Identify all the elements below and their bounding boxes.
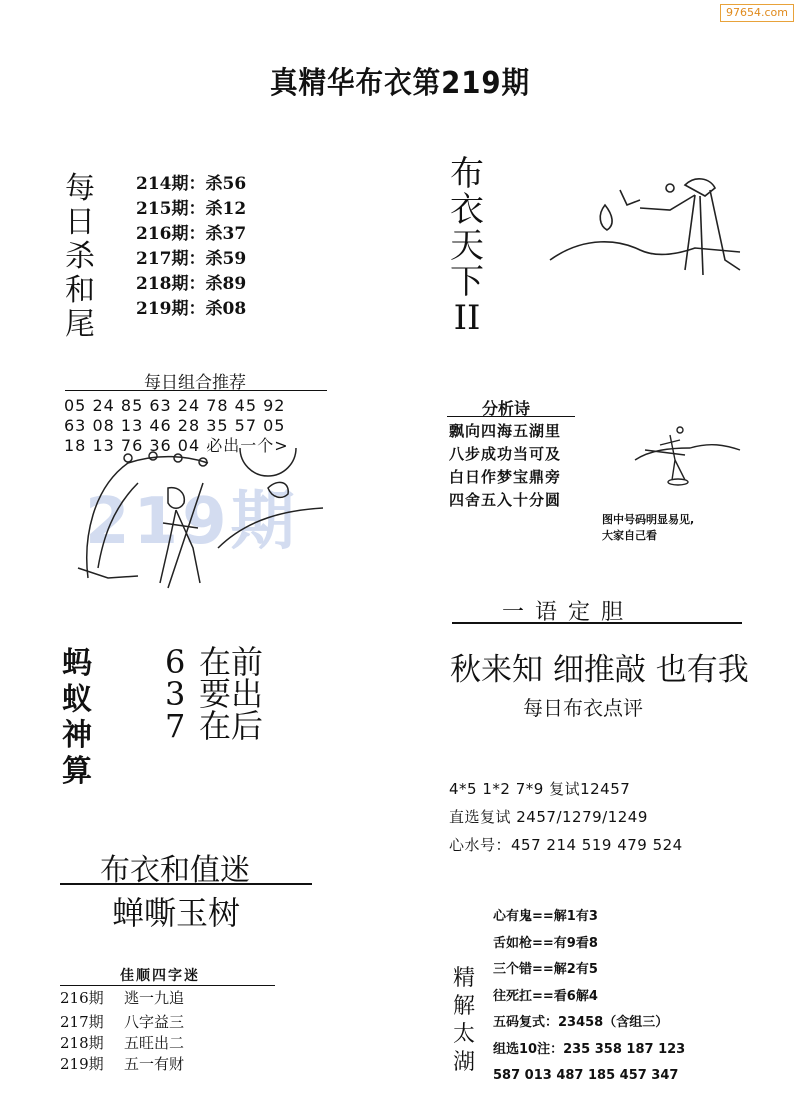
riddle-period: 219期 xyxy=(60,1055,104,1073)
label-char: 蚂 xyxy=(62,646,92,681)
riddle-row xyxy=(60,1033,184,1054)
riddle-text: 八字益三 xyxy=(124,1013,185,1031)
poem-line: 白日作梦宝鼎旁 xyxy=(449,468,562,486)
buyi-mi-divider xyxy=(60,883,312,885)
taihu-hints xyxy=(493,904,685,1090)
riddle-row xyxy=(60,1012,184,1033)
combo-title: 每日组合推荐 xyxy=(144,373,246,393)
label-char: II xyxy=(453,298,481,338)
poem-lines xyxy=(449,420,561,512)
hint-line: 587 013 487 185 457 347 xyxy=(493,1068,679,1083)
riddle-row xyxy=(60,1054,184,1075)
riddle-period: 216期 xyxy=(60,989,104,1007)
yiyu-title: 一 语 定 胆 xyxy=(502,600,625,625)
riddle-row xyxy=(60,988,184,1009)
riddle-period: 217期 xyxy=(60,1013,104,1031)
site-watermark: 97654.com xyxy=(720,4,794,22)
poem-line: 飘向四海五湖里 xyxy=(449,422,562,440)
hint-line: 舌如枪==有9看8 xyxy=(493,935,598,951)
label-char: 和 xyxy=(65,273,95,308)
taihu-label xyxy=(446,965,482,1077)
buyi-mi-text: 蝉嘶玉树 xyxy=(112,894,241,932)
kill-row: 214期：杀56 xyxy=(136,174,247,194)
poem-line: 八步成功当可及 xyxy=(449,445,562,463)
kill-row: 215期：杀12 xyxy=(136,199,247,219)
yiyu-text: 秋来知 细推敲 也有我 xyxy=(450,652,749,688)
combo-numbers xyxy=(64,396,289,456)
kill-row: 216期：杀37 xyxy=(136,224,247,244)
label-char: 衣 xyxy=(450,190,484,230)
ant-number: 7 xyxy=(165,707,186,745)
buyi-tianxia-label xyxy=(449,156,485,336)
daily-kill-label xyxy=(62,172,98,342)
note-line: 图中号码明显易见, xyxy=(602,513,695,526)
label-char: 天 xyxy=(450,226,484,266)
riddle-list xyxy=(60,988,184,1075)
label-char: 蚁 xyxy=(62,682,92,717)
label-char: 太 xyxy=(452,1022,475,1047)
hint-line: 三个错==解2有5 xyxy=(493,962,598,977)
label-char: 精 xyxy=(452,966,475,991)
label-char: 尾 xyxy=(65,307,95,342)
ant-row xyxy=(165,708,263,744)
combo-row: 18 13 76 36 04 必出一个> xyxy=(64,436,289,455)
poem-line: 四舍五入十分圆 xyxy=(449,491,562,509)
buyi-mi-title: 布衣和值迷 xyxy=(100,853,250,888)
riddle-divider xyxy=(60,985,275,986)
label-char: 下 xyxy=(450,262,484,302)
formula-line: 心水号：457 214 519 479 524 xyxy=(449,836,683,854)
label-char: 日 xyxy=(65,205,95,240)
ant-text: 在前 xyxy=(199,643,264,681)
ant-number: 6 xyxy=(165,643,186,681)
hint-line: 组选10注：235 358 187 123 xyxy=(493,1041,686,1057)
poem-title: 分析诗 xyxy=(482,399,531,418)
riddle-text: 五一有财 xyxy=(124,1055,185,1073)
formula-line: 直选复试 2457/1279/1249 xyxy=(449,808,648,826)
note-line: 大家自己看 xyxy=(602,529,657,542)
label-char: 解 xyxy=(452,994,475,1019)
picture-note xyxy=(602,512,694,544)
yiyu-divider xyxy=(452,622,742,624)
hiker-sketch xyxy=(630,420,745,505)
label-char: 算 xyxy=(62,754,92,789)
kill-row: 219期：杀08 xyxy=(136,299,247,319)
riddle-title: 佳顺四字迷 xyxy=(120,968,200,984)
combo-row: 63 08 13 46 28 35 57 05 xyxy=(64,416,286,435)
ant-label xyxy=(62,646,92,790)
ghost-watermark: 219期 xyxy=(85,485,299,559)
kill-row: 217期：杀59 xyxy=(136,249,247,269)
riddle-text: 逃一九追 xyxy=(124,989,185,1007)
formula-block xyxy=(449,775,683,859)
kill-row: 218期：杀89 xyxy=(136,274,247,294)
ant-number: 3 xyxy=(165,675,186,713)
combo-row: 05 24 85 63 24 78 45 92 xyxy=(64,396,286,415)
riddle-period: 218期 xyxy=(60,1034,104,1052)
daily-kill-list xyxy=(136,172,246,322)
formula-line: 4*5 1*2 7*9 复试12457 xyxy=(449,780,631,798)
label-char: 杀 xyxy=(65,239,95,274)
hint-line: 五码复式：23458（含组三） xyxy=(493,1015,669,1030)
label-char: 每 xyxy=(65,171,95,206)
riddle-text: 五旺出二 xyxy=(124,1034,185,1052)
ant-text: 在后 xyxy=(199,707,264,745)
ant-text: 要出 xyxy=(199,675,264,713)
page-title: 真精华布衣第219期 xyxy=(269,66,531,101)
fisherman-sketch xyxy=(545,160,745,290)
farmer-sketch xyxy=(68,448,328,598)
hint-line: 心有鬼==解1有3 xyxy=(493,909,598,924)
label-char: 神 xyxy=(62,718,92,753)
hint-line: 往死扛==看6解4 xyxy=(493,988,598,1004)
label-char: 湖 xyxy=(452,1050,475,1075)
yiyu-subtitle: 每日布衣点评 xyxy=(523,696,643,720)
label-char: 布 xyxy=(450,154,484,194)
